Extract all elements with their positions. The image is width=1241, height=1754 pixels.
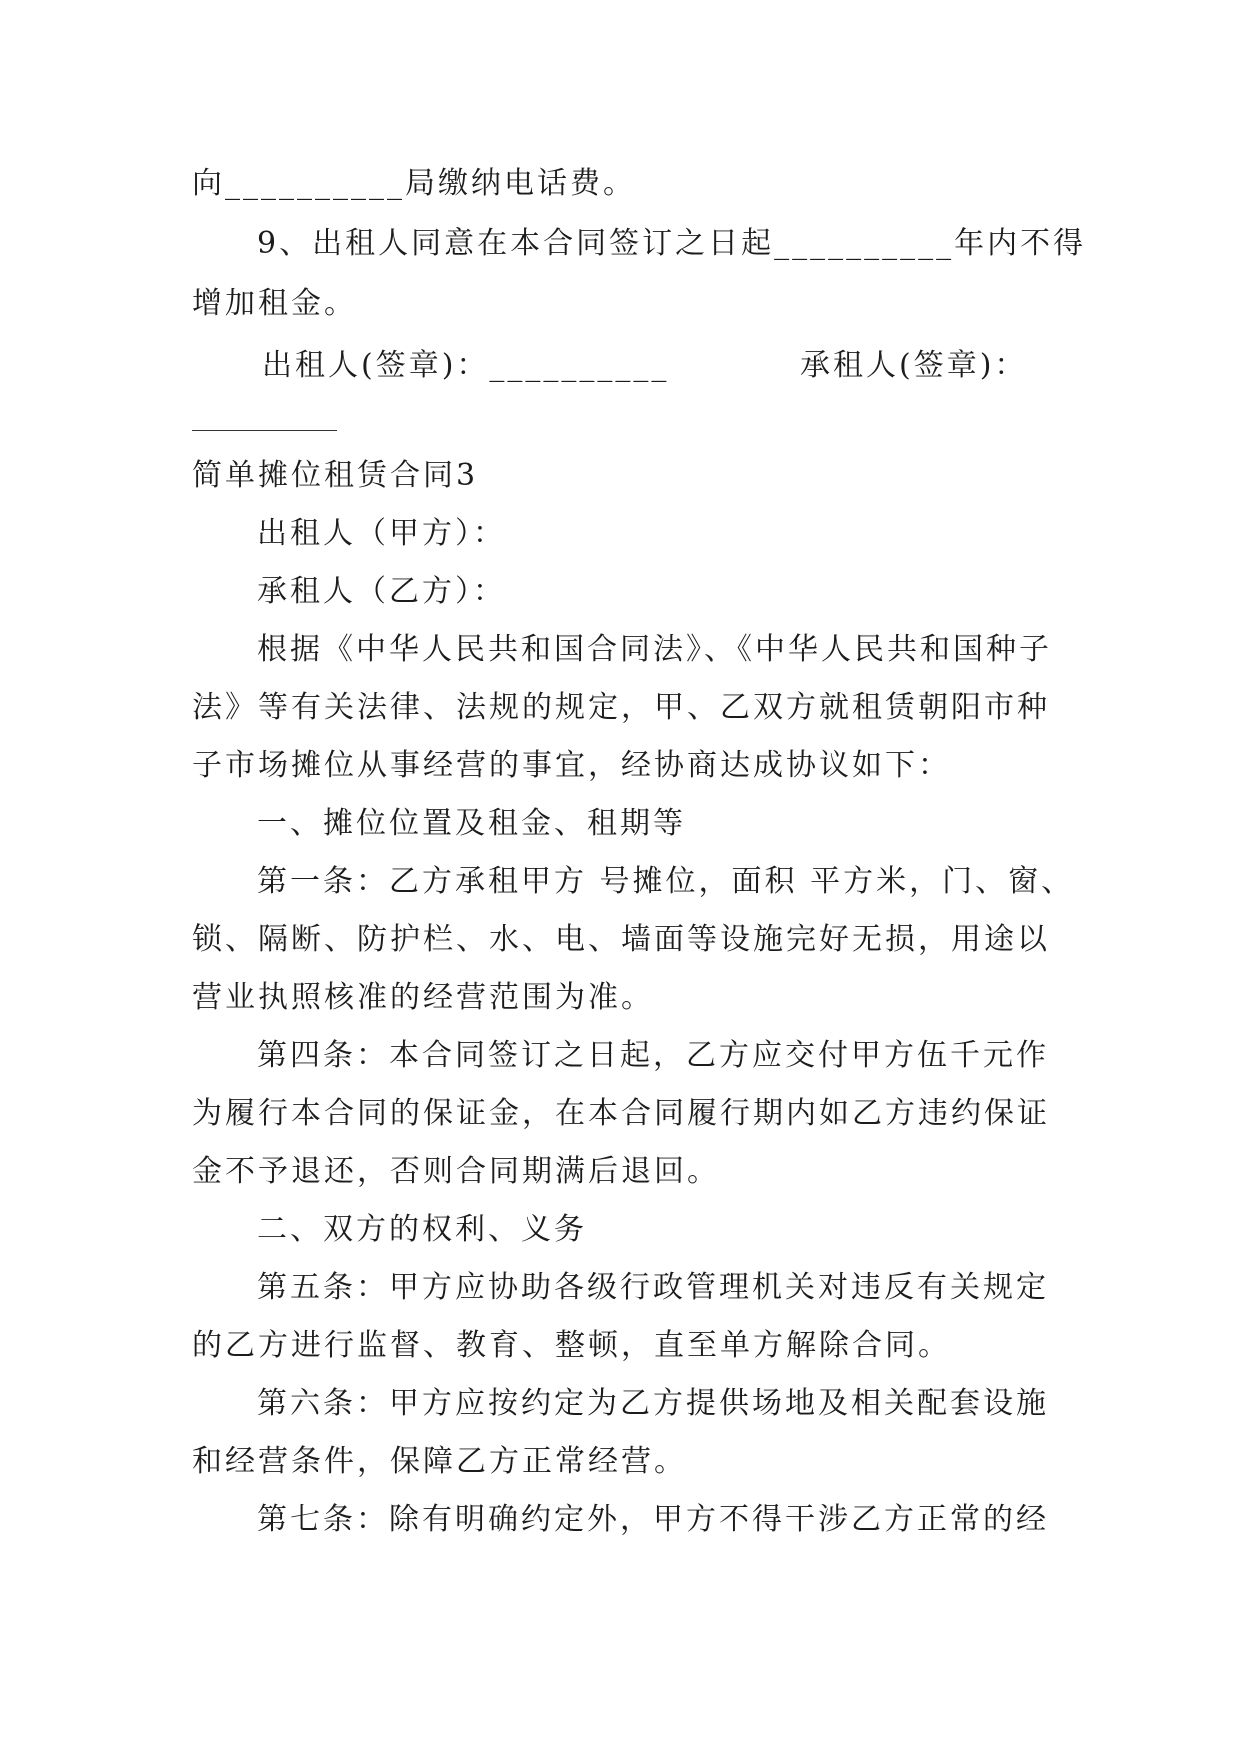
article-1-line-1: 第一条：乙方承租甲方 号摊位，面积 平方米，门、窗、 — [257, 864, 1075, 899]
section-1-heading: 一、摊位位置及租金、租期等 — [257, 806, 686, 841]
preamble-line-3: 子市场摊位从事经营的事宜，经协商达成协议如下： — [192, 748, 951, 783]
lessee-signature: 承租人(签章)： — [800, 348, 1028, 383]
article-4-line-3: 金不予退还，否则合同期满后退回。 — [192, 1154, 720, 1189]
contract-title: 简单摊位租赁合同3 — [192, 458, 479, 493]
clause-9-line-2: 增加租金。 — [192, 286, 357, 321]
article-1-line-3: 营业执照核准的经营范围为准。 — [192, 980, 654, 1015]
party-b: 承租人（乙方）： — [257, 574, 506, 609]
article-1-line-2: 锁、隔断、防护栏、水、电、墙面等设施完好无损，用途以 — [192, 922, 1050, 957]
section-2-heading: 二、双方的权利、义务 — [257, 1212, 587, 1247]
text-line: 向__________局缴纳电话费。 — [192, 166, 636, 201]
preamble-line-1: 根据《中华人民共和国合同法》、《中华人民共和国种子 — [257, 632, 1052, 667]
article-4-line-1: 第四条：本合同签订之日起，乙方应交付甲方伍千元作 — [257, 1038, 1049, 1073]
clause-9-line-1: 9、出租人同意在本合同签订之日起__________年内不得 — [257, 226, 1087, 261]
article-5-line-2: 的乙方进行监督、教育、整顿，直至单方解除合同。 — [192, 1328, 951, 1363]
lessor-signature: 出租人(签章)：__________ — [262, 348, 670, 383]
signature-underline — [192, 430, 337, 431]
article-6-line-2: 和经营条件，保障乙方正常经营。 — [192, 1444, 687, 1479]
article-7-line-1: 第七条：除有明确约定外，甲方不得干涉乙方正常的经 — [257, 1502, 1049, 1537]
party-a: 出租人（甲方）： — [257, 516, 506, 551]
article-5-line-1: 第五条：甲方应协助各级行政管理机关对违反有关规定 — [257, 1270, 1049, 1305]
preamble-line-2: 法》等有关法律、法规的规定，甲、乙双方就租赁朝阳市种 — [192, 690, 1050, 725]
article-6-line-1: 第六条：甲方应按约定为乙方提供场地及相关配套设施 — [257, 1386, 1049, 1421]
article-4-line-2: 为履行本合同的保证金，在本合同履行期内如乙方违约保证 — [192, 1096, 1050, 1131]
